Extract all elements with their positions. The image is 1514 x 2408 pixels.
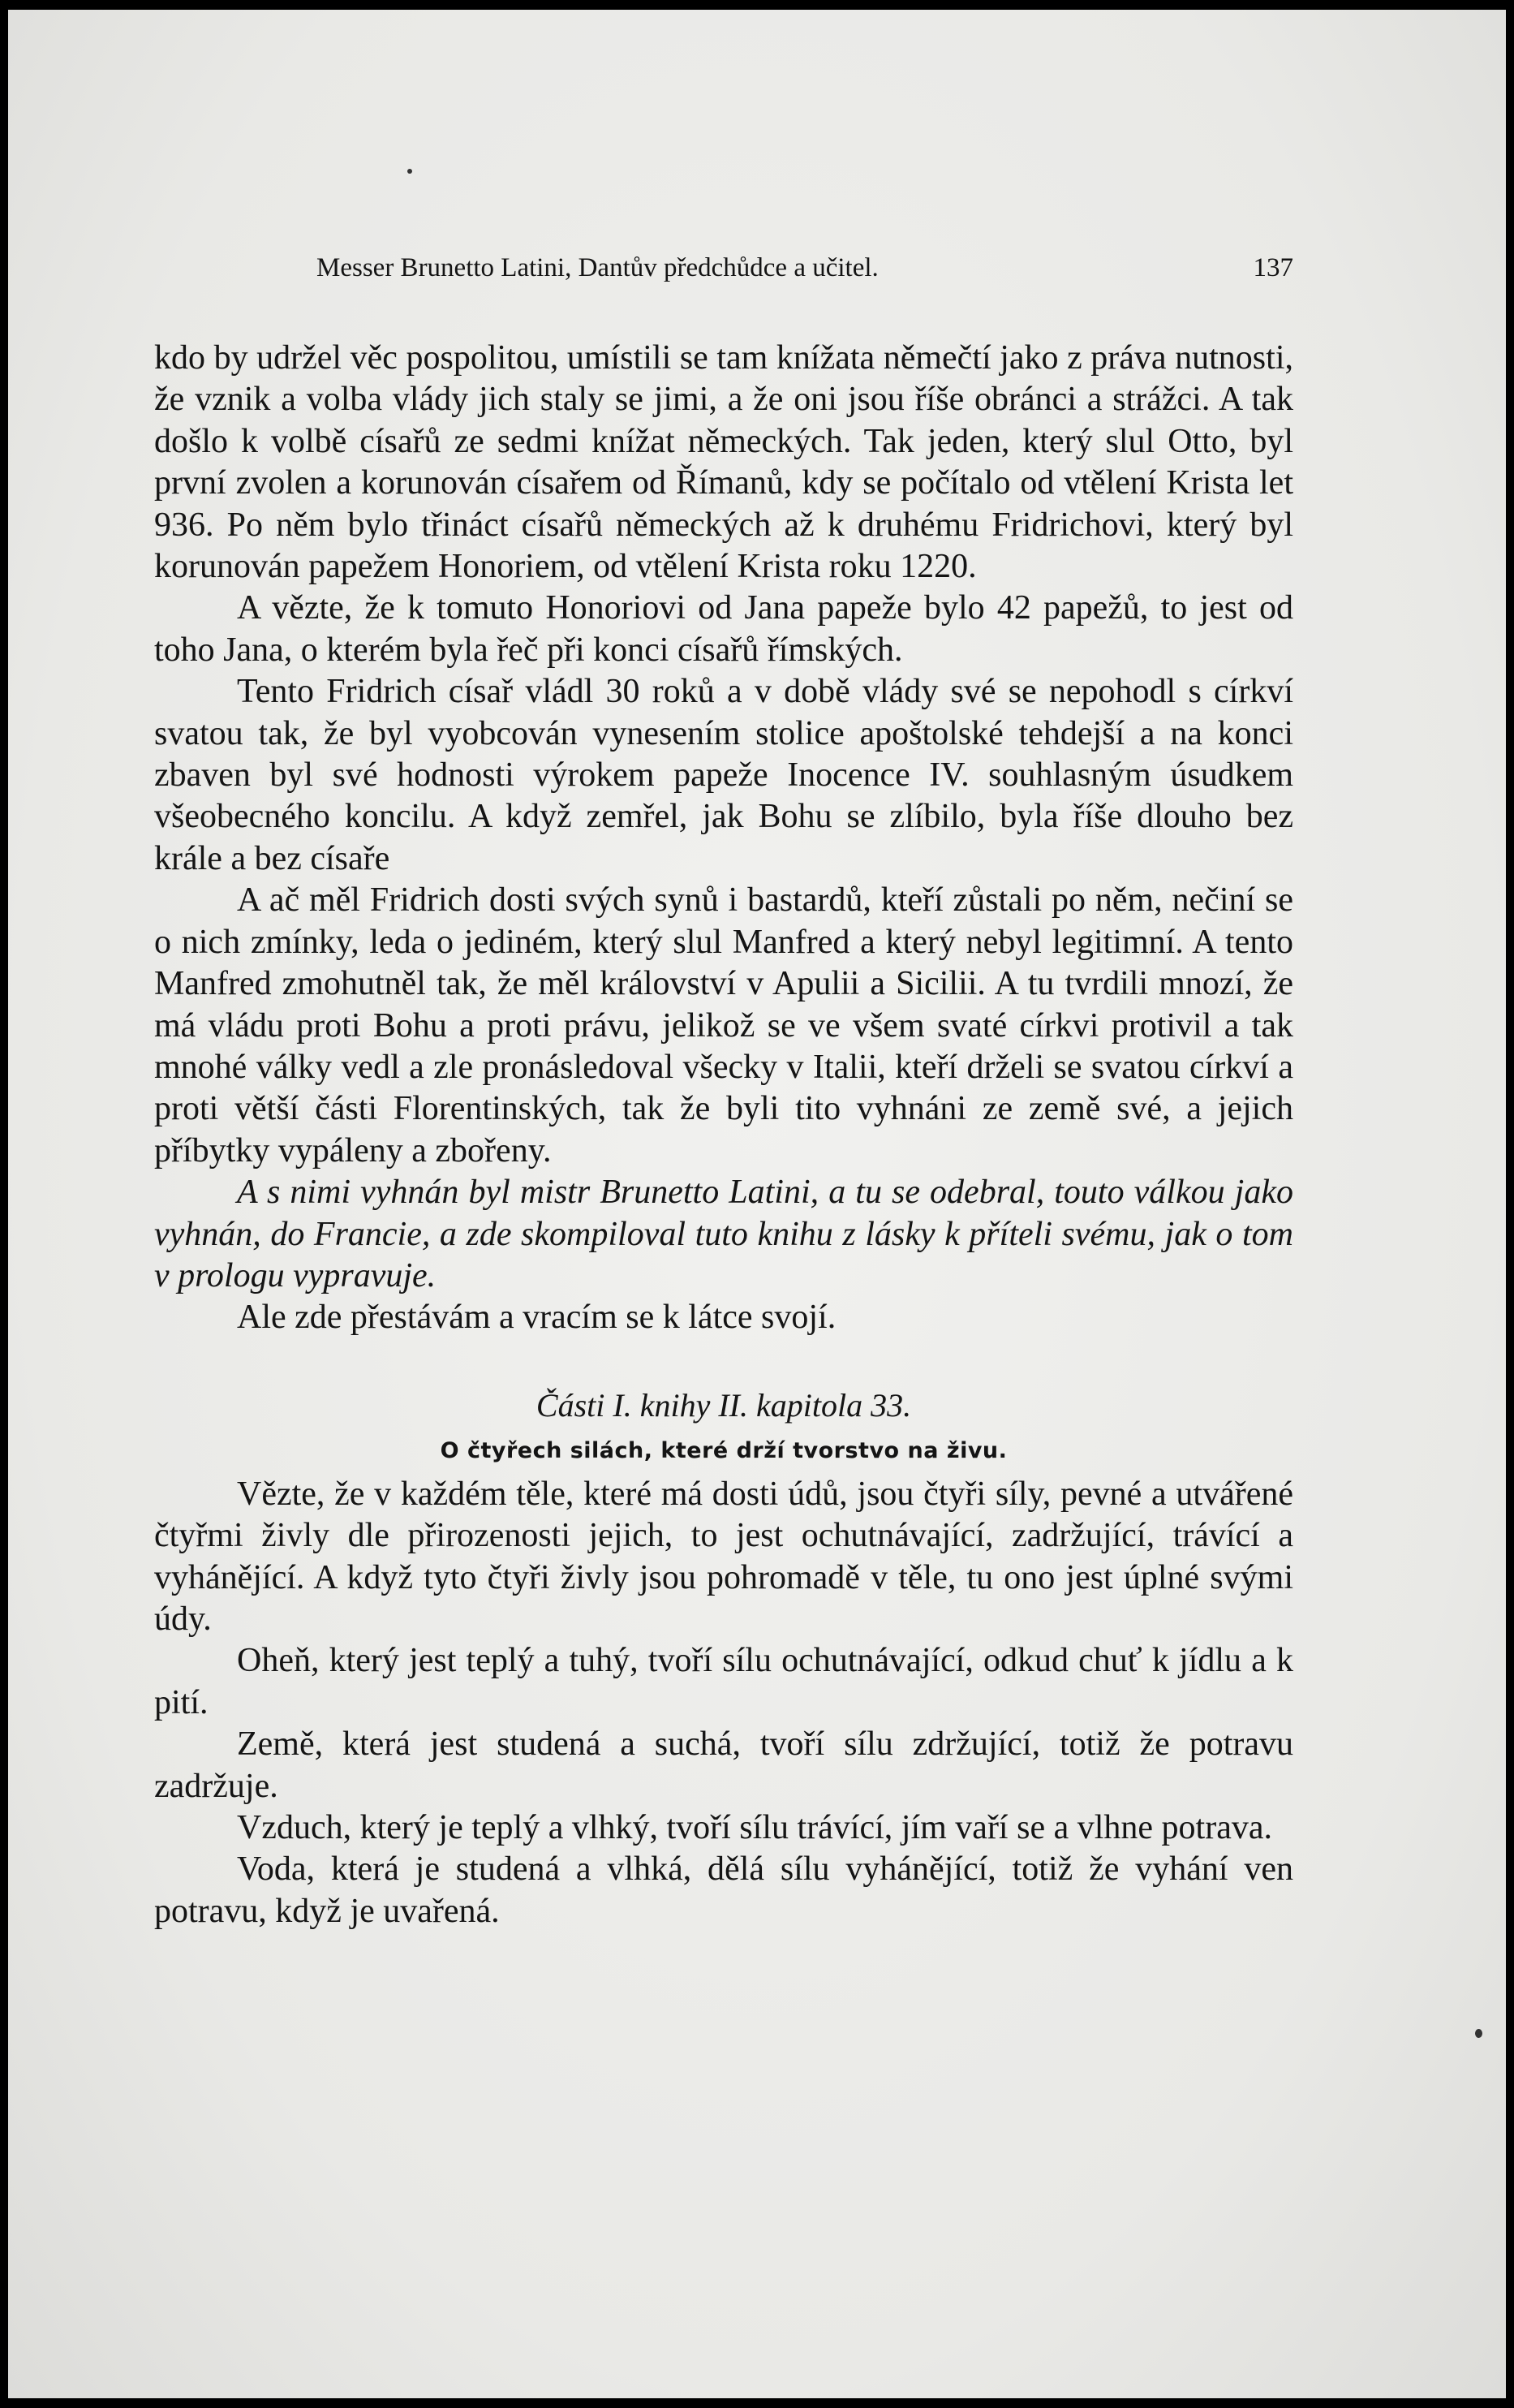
paragraph: Voda, která je studená a vlhká, dělá sílu vyhánějící, totiž že vyhání ven potravu, když je uvařená.	[154, 1850, 1293, 1930]
paragraph: Vězte, že v každém těle, které má dosti údů, jsou čtyři síly, pevné a utvářené čtyřmi živly dle přirozenosti jejich, to jest ochutnávající, zadržující, trávící a vyhánějící. A když tyto čtyři živly jsou pohromadě v těle, tu ono jest úplné svými údy.	[154, 1475, 1293, 1638]
paragraph: Tento Fridrich císař vládl 30 roků a v době vlády své se nepohodl s církví svatou tak, že byl vyobcován vynesením stolice apoštolské tehdejší a na konci zbaven byl své hodnosti výrokem papeže Inocence IV. souhlasným úsudkem všeobecného koncilu. A když zemřel, jak Bohu se zlíbilo, byla říše dlouho bez krále a bez císaře	[154, 673, 1293, 877]
running-head	[154, 253, 1293, 289]
book-page	[8, 10, 1506, 2398]
paper-speck	[1475, 2029, 1482, 2038]
page-number: 137	[1253, 253, 1293, 282]
running-head-title: Messer Brunetto Latini, Dantův předchůdce a učitel.	[316, 253, 879, 282]
paragraph: Vzduch, který je teplý a vlhký, tvoří sílu trávící, jím vaří se a vlhne potrava.	[237, 1809, 1272, 1846]
paragraph: Ale zde přestávám a vracím se k látce svojí.	[237, 1299, 837, 1337]
paragraph: A ač měl Fridrich dosti svých synů i bastardů, kteří zůstali po něm, nečiní se o nich zmínky, leda o jediném, který slul Manfred a který nebyl legitimní. A tento Manfred zmohutněl tak, že měl království v Apulii a Sicilii. A tu tvrdili mnozí, že má vládu proti Bohu a proti právu, jelikož se ve všem svaté církvi protivil a tak mnohé války vedl a zle pronásledoval všecky v Italii, kteří drželi se svatou církví a proti větší části Florentinských, tak že byli tito vyhnáni ze země své, a jejich příbytky vypáleny a zbořeny.	[154, 881, 1293, 1170]
paragraph: Země, která jest studená a suchá, tvoří sílu zdržující, totiž že potravu zadržuje.	[154, 1725, 1293, 1805]
body-text-part1	[154, 338, 1293, 1339]
paragraph: Oheň, který jest teplý a tuhý, tvoří sílu ochutnávající, odkud chuť k jídlu a k pití.	[154, 1642, 1293, 1721]
paper-speck	[407, 169, 412, 174]
chapter-subheading: O čtyřech silách, které drží tvorstvo na živu.	[440, 1437, 1008, 1463]
chapter-heading: Části I. knihy II. kapitola 33.	[535, 1386, 912, 1424]
paragraph: kdo by udržel věc pospolitou, umístili se tam knížata němečtí jako z práva nutnosti, že vznik a volba vlády jich staly se jimi, a že oni jsou říše obránci a strážci. A tak došlo k volbě císařů ze sedmi knížat německých. Tak jeden, který slul Otto, byl první zvolen a korunován císařem od Římanů, kdy se počítalo od vtělení Krista let 936. Po něm bylo třináct císařů německých až k druhému Fridrichovi, který byl korunován papežem Honoriem, od vtělení Krista roku 1220.	[154, 339, 1293, 586]
body-text-part2	[154, 1474, 1293, 1932]
paragraph-italic: A s nimi vyhnán byl mistr Brunetto Latini, a tu se odebral, touto válkou jako vyhnán, do Francie, a zde skompiloval tuto knihu z lásky k příteli svému, jak o tom v prologu vypravuje.	[154, 1174, 1293, 1294]
paragraph: A vězte, že k tomuto Honoriovi od Jana papeže bylo 42 papežů, to jest od toho Jana, o kterém byla řeč při konci císařů římských.	[154, 589, 1293, 669]
page-text-block	[154, 253, 1293, 1932]
